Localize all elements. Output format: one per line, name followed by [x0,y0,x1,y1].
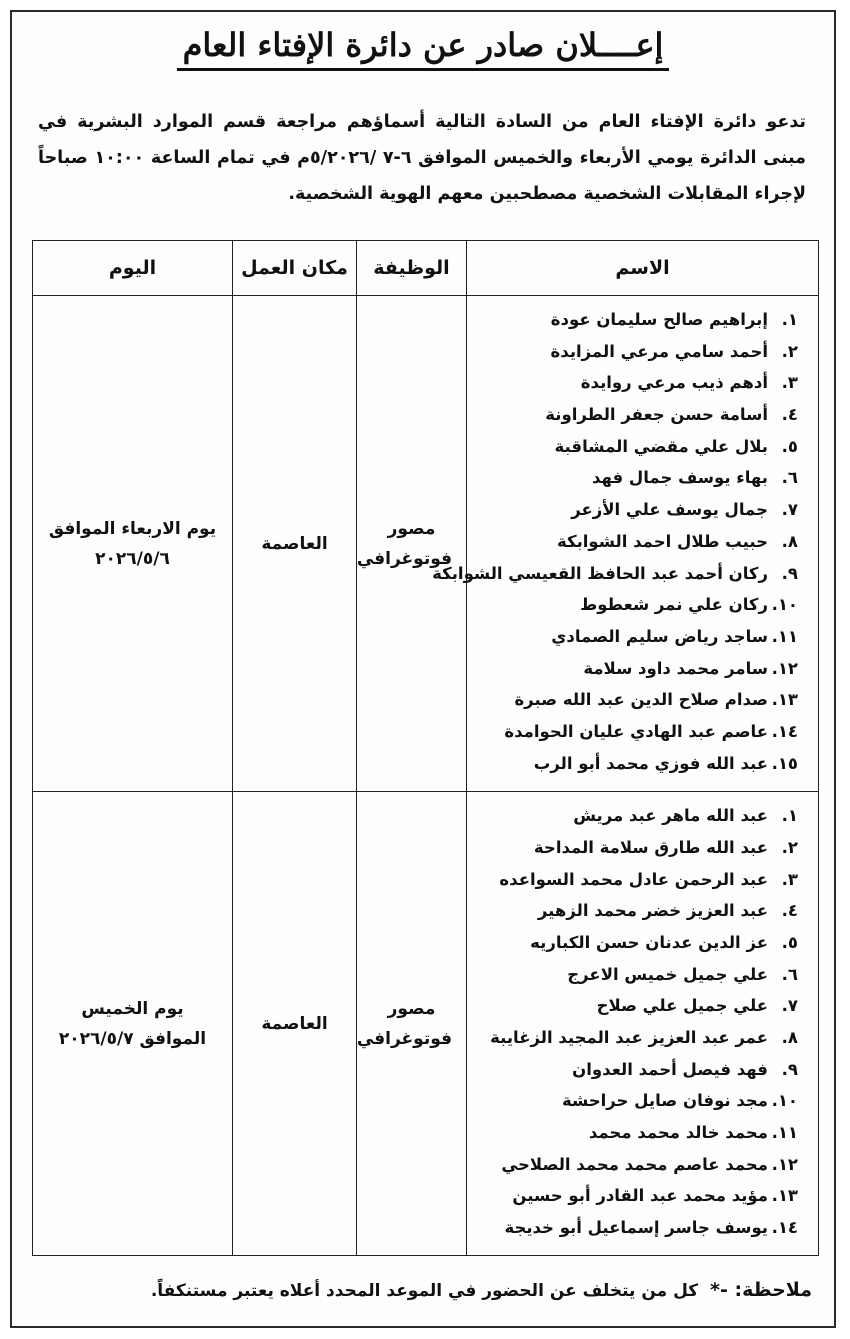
candidate-name: أحمد سامي مرعي المزايدة [550,341,768,361]
item-number: ١١. [771,1123,798,1143]
header-place: مكان العمل [233,241,357,296]
item-number: ١٠. [771,1091,798,1111]
candidate-name: علي جميل خميس الاعرج [567,964,768,984]
day-cell: يوم الخميس الموافق ٢٠٢٦/٥/٧ [33,792,233,1256]
note-text: كل من يتخلف عن الحضور في الموعد المحدد أعلاه يعتبر مستنكفاً. [150,1281,699,1301]
item-number: ٢. [781,837,798,857]
names-cell [467,792,819,1256]
candidate-name: عمر عبد العزيز عبد المجيد الزغايبة [490,1028,768,1048]
list-item [473,621,798,653]
candidate-name: مؤيد محمد عبد القادر أبو حسين [512,1186,768,1206]
name-list [432,304,798,779]
group-row [33,296,819,792]
item-number: ٣. [781,869,798,889]
title-text: إعــــلان صادر عن دائرة الإفتاء العام [177,26,670,71]
list-item [473,990,798,1022]
candidate-name: بهاء يوسف جمال فهد [591,468,768,488]
item-number: ٦. [781,964,798,984]
item-number: ٧. [781,996,798,1016]
candidate-name: ساجد رياض سليم الصمادي [551,626,768,646]
item-number: ١٣. [771,1186,798,1206]
item-number: ١٢. [771,1154,798,1174]
list-item [432,558,798,590]
list-item [473,832,798,864]
candidate-name: محمد خالد محمد محمد [588,1123,768,1143]
item-number: ٩. [781,563,798,583]
item-number: ٨. [781,1028,798,1048]
header-name: الاسم [467,241,819,296]
list-item [473,895,798,927]
intro-paragraph: تدعو دائرة الإفتاء العام من السادة التالية أسماؤهم مراجعة قسم الموارد البشرية في مبنى الدائرة يومي الأربعاء والخميس الموافق ٦-٧ /٥/٢٠٢٦م في تمام الساعة ١٠:٠٠ صباحاً لإجراء المقابلات الشخصية مصطحبين معهم الهوية الشخصية. [38,112,807,204]
candidate-name: بلال علي مقضي المشاقبة [554,436,768,456]
list-item [473,1022,798,1054]
list-item [473,927,798,959]
candidate-name: عاصم عبد الهادي عليان الحوامدة [504,721,768,741]
item-number: ١. [781,806,798,826]
item-number: ٥. [781,932,798,952]
note-label: ملاحظة: -* [710,1279,812,1301]
list-item [473,864,798,896]
item-number: ٥. [781,436,798,456]
list-item [473,336,798,368]
job-cell: مصور فوتوغرافي [357,296,467,792]
page-title [12,26,834,64]
candidate-name: عز الدين عدنان حسن الكباريه [530,932,768,952]
list-item [473,1180,798,1212]
candidate-name: سامر محمد داود سلامة [583,658,768,678]
item-number: ١٥. [771,753,798,773]
list-item [473,800,798,832]
list-item [473,494,798,526]
candidate-name: أسامة حسن جعفر الطراونة [545,405,768,425]
list-item [473,684,798,716]
candidates-table [32,240,819,1256]
candidate-name: محمد عاصم محمد محمد الصلاحي [501,1154,768,1174]
item-number: ١١. [771,626,798,646]
place-cell: العاصمة [233,792,357,1256]
list-item [473,304,798,336]
candidate-name: إبراهيم صالح سليمان عودة [550,310,768,329]
list-item [473,367,798,399]
candidate-name: صدام صلاح الدين عبد الله صبرة [514,690,768,710]
list-item [473,1054,798,1086]
item-number: ١٤. [771,721,798,741]
group-row [33,792,819,1256]
list-item [473,1149,798,1181]
header-day: اليوم [33,241,233,296]
list-item [473,1212,798,1244]
candidate-name: ركان أحمد عبد الحافظ القعيسي الشوابكة [432,563,768,583]
item-number: ١٢. [771,658,798,678]
item-number: ٤. [781,901,798,921]
item-number: ١. [781,310,798,329]
item-number: ٣. [781,373,798,393]
item-number: ٤. [781,405,798,425]
item-number: ٦. [781,468,798,488]
candidate-name: عبد الرحمن عادل محمد السواعده [499,869,768,889]
item-number: ٧. [781,500,798,520]
list-item [473,589,798,621]
candidate-name: مجد نوفان صايل حراحشة [561,1091,768,1111]
item-number: ١٤. [771,1218,798,1238]
candidate-name: ركان علي نمر شعطوط [580,595,768,615]
list-item [473,1085,798,1117]
item-number: ٩. [781,1059,798,1079]
candidate-name: عبد العزيز خضر محمد الزهير [537,901,768,921]
candidate-name: أدهم ذيب مرعي روايدة [580,373,768,393]
item-number: ١٣. [771,690,798,710]
names-cell [432,296,819,792]
candidate-name: عبد الله ماهر عبد مريش [573,806,768,826]
table-body [33,296,819,1256]
job-cell: مصور فوتوغرافي [357,792,467,1256]
list-item [473,399,798,431]
list-item [473,1117,798,1149]
list-item [473,431,798,463]
note [36,1279,812,1301]
day-cell: يوم الاربعاء الموافق ٢٠٢٦/٥/٦ [33,296,233,792]
candidate-name: عبد الله فوزي محمد أبو الرب [533,753,768,773]
item-number: ١٠. [771,595,798,615]
name-list [473,800,798,1244]
list-item [473,526,798,558]
list-item [473,653,798,685]
candidate-name: يوسف جاسر إسماعيل أبو خديجة [504,1218,768,1238]
item-number: ٢. [781,341,798,361]
item-number: ٨. [781,531,798,551]
table-header-row [33,241,819,296]
list-item [473,748,798,780]
candidate-name: فهد فيصل أحمد العدوان [572,1059,768,1079]
header-job: الوظيفة [357,241,467,296]
candidate-name: عبد الله طارق سلامة المداحة [533,837,768,857]
list-item [473,959,798,991]
candidate-name: علي جميل علي صلاح [596,996,768,1016]
announcement-page [10,10,836,1328]
candidate-name: جمال يوسف علي الأزعر [571,500,768,520]
list-item [473,462,798,494]
candidate-name: حبيب طلال احمد الشوابكة [556,531,768,551]
place-cell: العاصمة [233,296,357,792]
list-item [473,716,798,748]
